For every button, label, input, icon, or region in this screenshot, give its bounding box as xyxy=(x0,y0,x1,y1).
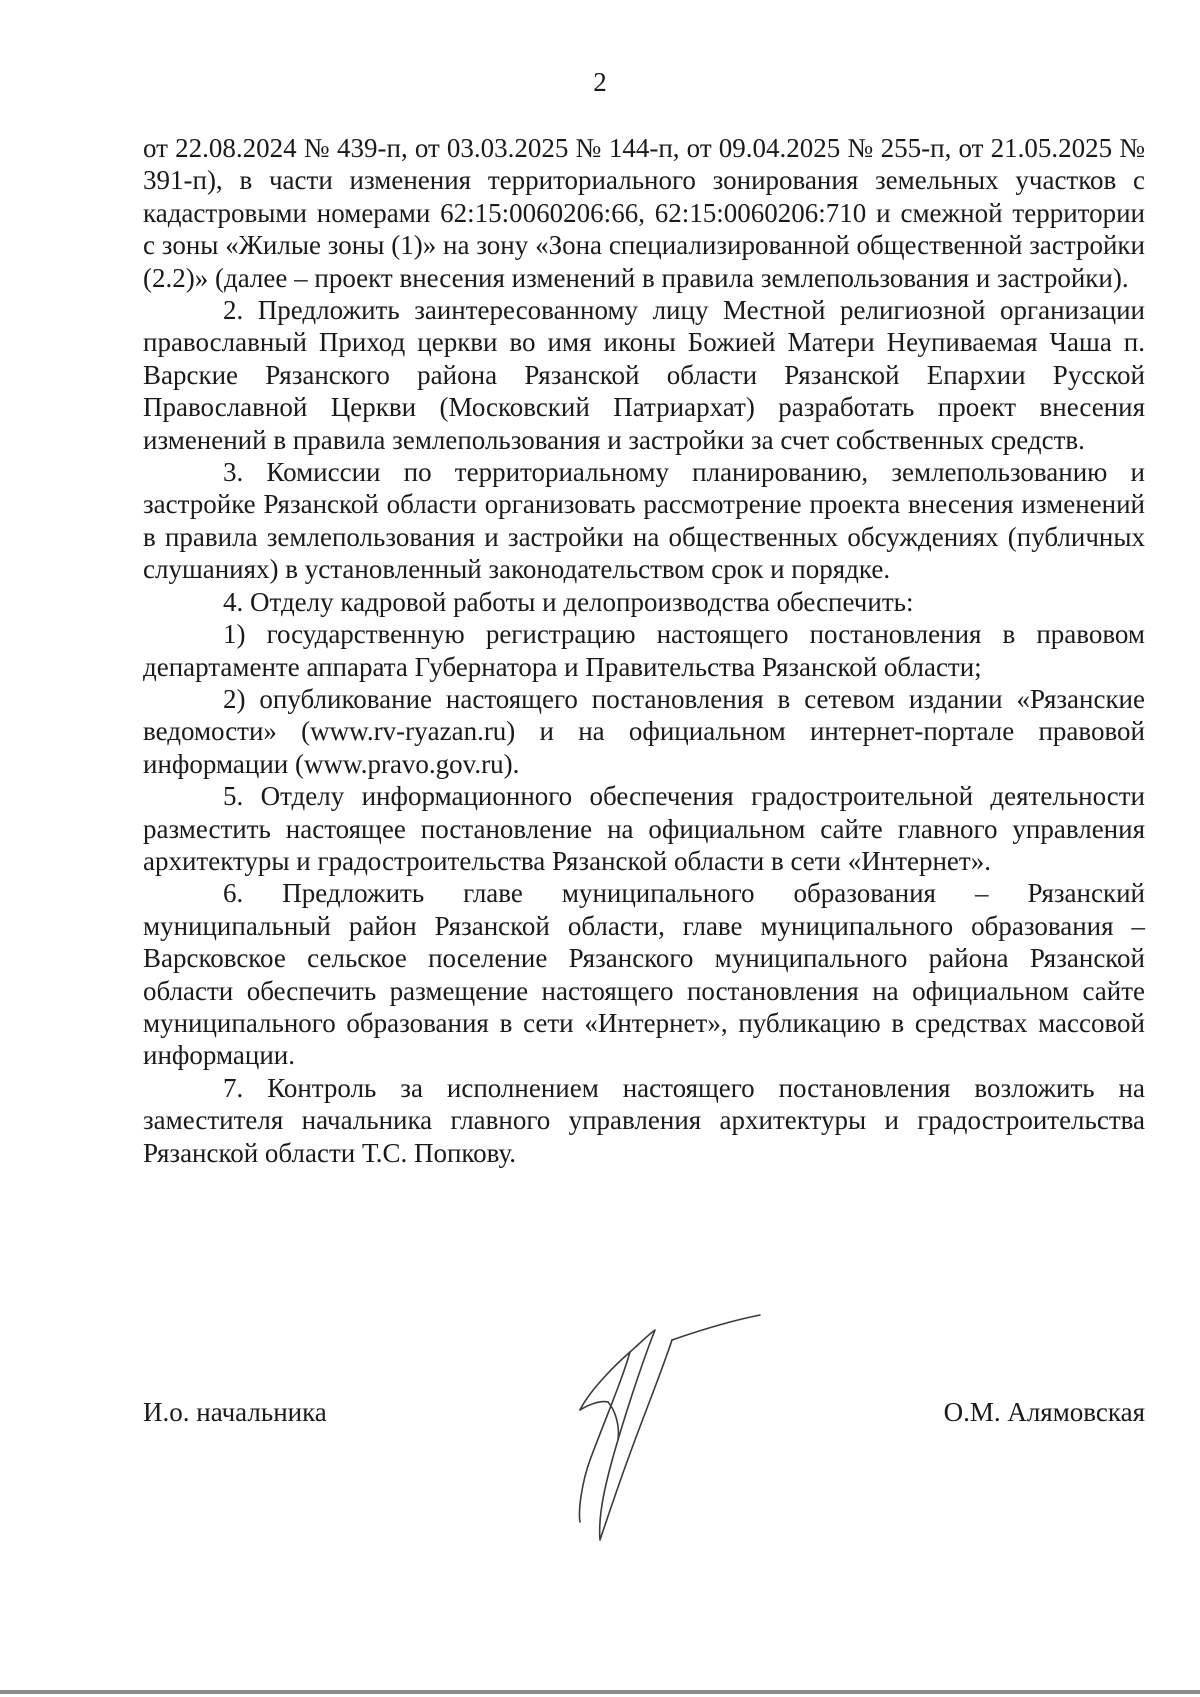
signatory-position: И.о. начальника xyxy=(143,1397,327,1427)
scan-edge-line xyxy=(0,1690,1200,1694)
handwritten-signature xyxy=(560,1310,810,1570)
paragraph-7: 7. Контроль за исполнением настоящего постановления возложить на заместителя начальника главного управления архитектуры и градостроительства Рязанской области Т.С. Попкову. xyxy=(143,1072,1145,1168)
page-number: 2 xyxy=(593,67,607,97)
signature-block xyxy=(143,1396,1145,1436)
paragraph-1: от 22.08.2024 № 439-п, от 03.03.2025 № 144-п, от 09.04.2025 № 255-п, от 21.05.2025 № 391-п), в части изменения территориального зонирования земельных участков с кадастровыми номерами 62:15:0060206:66, 62:15:0060206:710 и смежной территории с зоны «Жилые зоны (1)» на зону «Зона специализированной общественной застройки (2.2)» (далее – проект внесения изменений в правила землепользования и застройки). xyxy=(143,133,1145,293)
signatory-name: О.М. Алямовская xyxy=(943,1397,1145,1427)
paragraph-4-2: 2) опубликование настоящего постановления в сетевом издании «Рязанские ведомости» (www.rv-ryazan.ru) и на официальном интернет-портале правовой информации (www.pravo.gov.ru). xyxy=(143,683,1145,779)
paragraph-3: 3. Комиссии по территориальному планированию, землепользованию и застройке Рязанской области организовать рассмотрение проекта внесения изменений в правила землепользования и застройки на общественных обсуждениях (публичных слушаниях) в установленный законодательством срок и порядке. xyxy=(143,457,1145,585)
paragraph-2: 2. Предложить заинтересованному лицу Местной религиозной организации православный Приход церкви во имя иконы Божией Матери Неупиваемая Чаша п. Варские Рязанского района Рязанской области Рязанской Епархии Русской Православной Церкви (Московский Патриархат) разработать проект внесения изменений в правила землепользования и застройки за счет собственных средств. xyxy=(143,295,1145,455)
paragraph-4-1: 1) государственную регистрацию настоящего постановления в правовом департаменте аппарата Губернатора и Правительства Рязанской области; xyxy=(143,619,1145,682)
document-body xyxy=(143,132,1145,1169)
paragraph-4: 4. Отделу кадровой работы и делопроизводства обеспечить: xyxy=(223,586,914,617)
paragraph-5: 5. Отделу информационного обеспечения градостроительной деятельности разместить настоящее постановление на официальном сайте главного управления архитектуры и градостроительства Рязанской области в сети «Интернет». xyxy=(143,781,1145,876)
paragraph-6: 6. Предложить главе муниципального образования – Рязанский муниципальный район Рязанской области, главе муниципального образования – Варсковское сельское поселение Рязанского муниципального района Рязанской области обеспечить размещение настоящего постановления на официальном сайте муниципального образования в сети «Интернет», публикацию в средствах массовой информации. xyxy=(143,878,1145,1071)
